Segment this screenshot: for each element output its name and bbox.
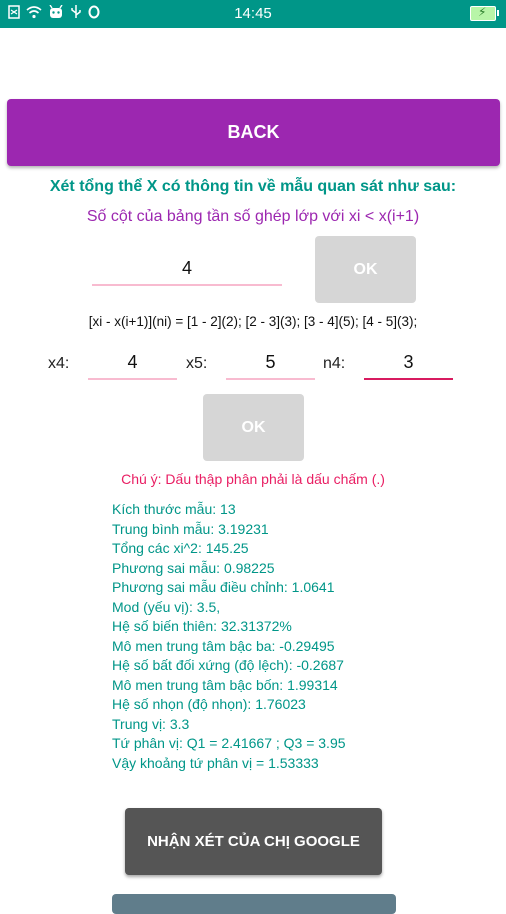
battery-icon: ⚡ — [470, 6, 496, 21]
result-mode: Mod (yếu vị): 3.5, — [112, 598, 221, 615]
columns-prompt: Số cột của bảng tần số ghép lớp với xi < x(i+1) — [86, 208, 420, 225]
result-sample-size: Kích thước mẫu: 13 — [112, 501, 236, 517]
status-bar — [0, 0, 506, 28]
result-sum-squares: Tổng các xi^2: 145.25 — [112, 540, 249, 556]
page-heading: Xét tổng thể X có thông tin về mẫu quan sát như sau: — [49, 178, 457, 195]
x4-input[interactable]: 4 — [88, 348, 177, 380]
next-button[interactable] — [112, 894, 396, 914]
result-adjusted-variance: Phương sai mẫu điều chỉnh: 1.0641 — [112, 579, 335, 595]
back-button[interactable]: BACK — [7, 99, 500, 166]
ok-button-values[interactable]: OK — [203, 394, 304, 461]
result-kurtosis: Hệ số nhọn (độ nhọn): 1.76023 — [112, 696, 306, 712]
columns-input[interactable]: 4 — [92, 254, 282, 286]
result-third-moment: Mô men trung tâm bậc ba: -0.29495 — [112, 637, 335, 654]
result-quartiles: Tứ phân vị: Q1 = 2.41667 ; Q3 = 3.95 — [112, 735, 346, 751]
n4-input[interactable]: 3 — [364, 348, 453, 380]
x5-input[interactable]: 5 — [226, 348, 315, 380]
result-skewness: Hệ số bất đối xứng (độ lệch): -0.2687 — [112, 657, 344, 673]
result-median: Trung vị: 3.3 — [112, 715, 190, 732]
frequency-formula: [xi - x(i+1)](ni) = [1 - 2](2); [2 - 3](3); [3 - 4](5); [4 - 5](3); — [88, 314, 418, 329]
ok-button-columns[interactable]: OK — [315, 236, 416, 303]
google-review-button[interactable]: NHẬN XÉT CỦA CHỊ GOOGLE — [125, 808, 382, 875]
status-time: 14:45 — [234, 5, 272, 22]
x4-label: x4: — [48, 355, 70, 372]
result-fourth-moment: Mô men trung tâm bậc bốn: 1.99314 — [112, 676, 338, 693]
result-coefficient-variation: Hệ số biến thiên: 32.31372% — [112, 618, 292, 634]
x5-label: x5: — [186, 355, 208, 372]
n4-label: n4: — [323, 355, 346, 372]
decimal-note: Chú ý: Dấu thập phân phải là dấu chấm (.) — [121, 471, 385, 487]
results-list — [112, 500, 492, 773]
result-sample-mean: Trung bình mẫu: 3.19231 — [112, 520, 269, 537]
result-sample-variance: Phương sai mẫu: 0.98225 — [112, 559, 275, 576]
result-iqr: Vậy khoảng tứ phân vị = 1.53333 — [112, 754, 319, 771]
